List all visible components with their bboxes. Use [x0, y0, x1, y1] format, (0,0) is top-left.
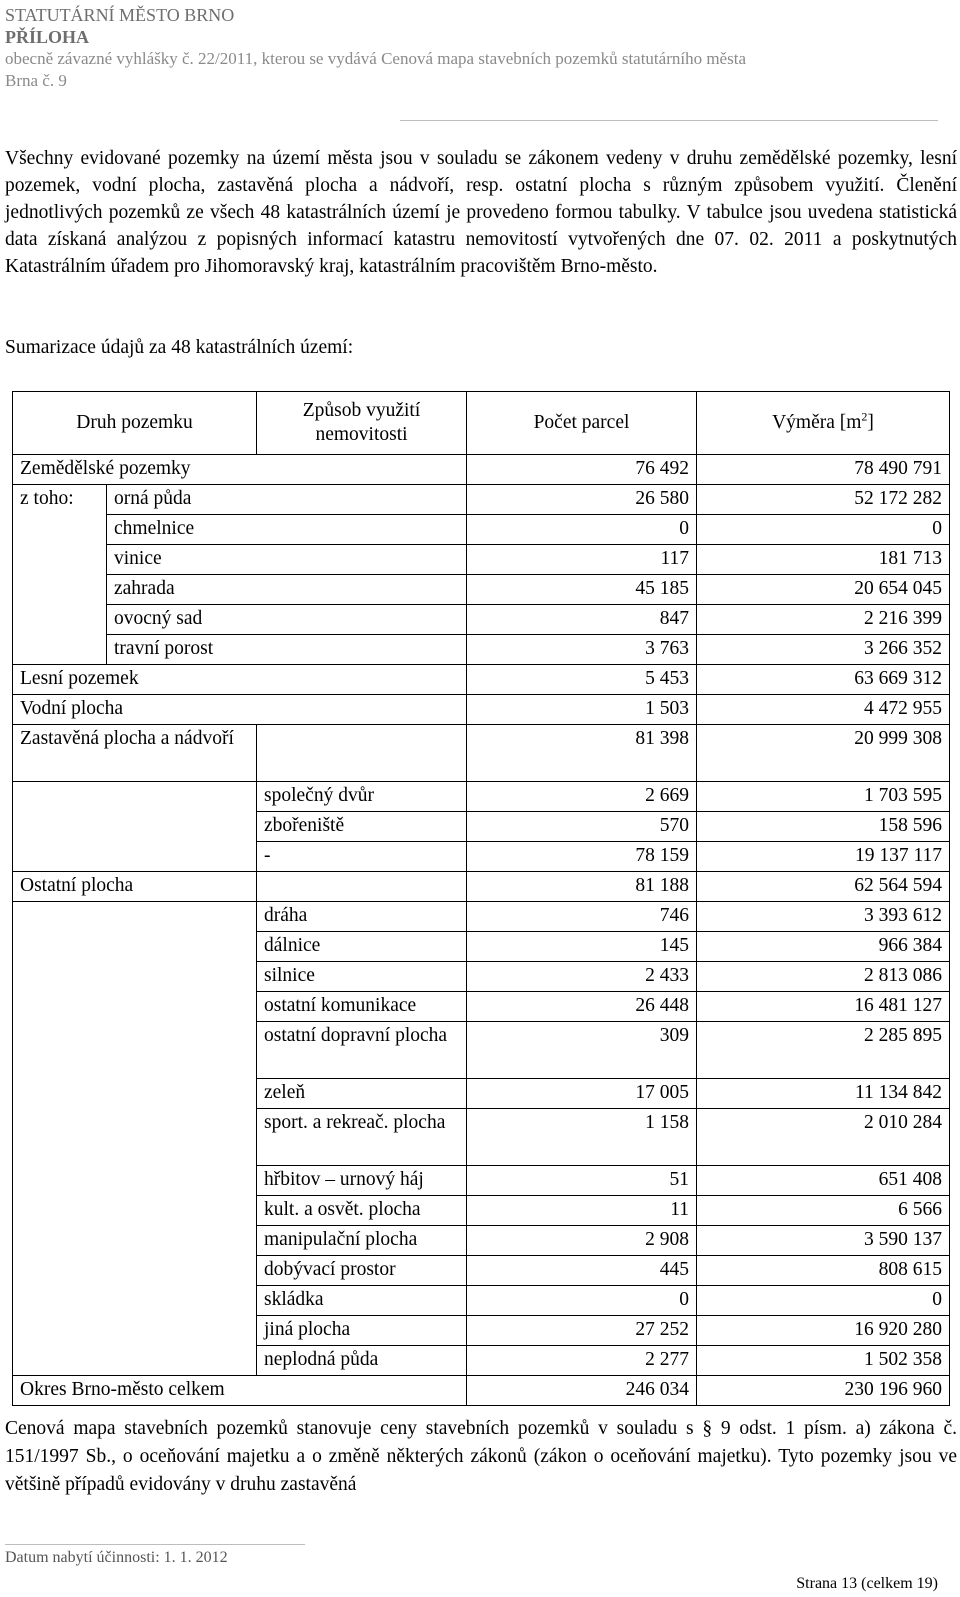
empty-cell	[13, 992, 257, 1022]
table-row	[13, 1316, 950, 1346]
table-row	[13, 1256, 950, 1286]
row-label: sport. a rekreač. plocha	[257, 1109, 467, 1166]
row-label: zeleň	[257, 1079, 467, 1109]
table-row	[13, 575, 950, 605]
row-pocet: 81 398	[467, 725, 697, 782]
footer-effective-date: Datum nabytí účinnosti: 1. 1. 2012	[5, 1549, 228, 1566]
row-label: dobývací prostor	[257, 1256, 467, 1286]
row-vymera: 20 654 045	[697, 575, 950, 605]
table-row	[13, 545, 950, 575]
row-label: ovocný sad	[107, 605, 467, 635]
row-pocet: 78 159	[467, 842, 697, 872]
row-pocet: 76 492	[467, 455, 697, 485]
row-label: Zastavěná plocha a nádvoří	[13, 725, 257, 782]
row-vymera: 19 137 117	[697, 842, 950, 872]
empty-cell	[13, 962, 257, 992]
table-row	[13, 872, 950, 902]
row-pocet: 51	[467, 1166, 697, 1196]
row-label: ostatní dopravní plocha	[257, 1022, 467, 1079]
row-vymera: 16 481 127	[697, 992, 950, 1022]
row-pocet: 0	[467, 1286, 697, 1316]
table-header-row	[13, 392, 950, 455]
row-pocet: 81 188	[467, 872, 697, 902]
table-row	[13, 485, 950, 515]
row-pocet: 570	[467, 812, 697, 842]
total-pocet: 246 034	[467, 1376, 697, 1406]
row-label: dálnice	[257, 932, 467, 962]
table-row	[13, 1109, 950, 1166]
row-vymera: 3 590 137	[697, 1226, 950, 1256]
total-vymera: 230 196 960	[697, 1376, 950, 1406]
table-row	[13, 842, 950, 872]
header-divider	[400, 120, 938, 121]
row-label: Lesní pozemek	[13, 665, 467, 695]
row-vymera: 2 285 895	[697, 1022, 950, 1079]
row-vymera: 11 134 842	[697, 1079, 950, 1109]
row-vymera: 63 669 312	[697, 665, 950, 695]
summary-label: Sumarizace údajů za 48 katastrálních území:	[5, 337, 354, 358]
row-pocet: 1 158	[467, 1109, 697, 1166]
header-zpusob: Způsob využití nemovitosti	[257, 392, 467, 455]
table-row	[13, 992, 950, 1022]
row-label: silnice	[257, 962, 467, 992]
table-row	[13, 1196, 950, 1226]
table-row	[13, 665, 950, 695]
row-vymera: 808 615	[697, 1256, 950, 1286]
table-row	[13, 605, 950, 635]
header-appendix: PŘÍLOHA	[5, 27, 90, 47]
row-vymera: 1 703 595	[697, 782, 950, 812]
table-row	[13, 1079, 950, 1109]
row-pocet: 1 503	[467, 695, 697, 725]
empty-cell	[13, 605, 107, 635]
row-vymera: 78 490 791	[697, 455, 950, 485]
table-row	[13, 932, 950, 962]
row-label: kult. a osvět. plocha	[257, 1196, 467, 1226]
row-pocet: 45 185	[467, 575, 697, 605]
row-label: Ostatní plocha	[13, 872, 257, 902]
row-label: skládka	[257, 1286, 467, 1316]
empty-cell	[13, 782, 257, 812]
table-row	[13, 635, 950, 665]
row-vymera: 52 172 282	[697, 485, 950, 515]
header-vymera	[697, 392, 950, 455]
table-total-row	[13, 1376, 950, 1406]
header-map-number: Brna č. 9	[5, 71, 67, 90]
table-row	[13, 1022, 950, 1079]
row-pocet: 746	[467, 902, 697, 932]
header-vymera-sup: 2	[861, 409, 868, 424]
empty-cell	[13, 1256, 257, 1286]
row-label: -	[257, 842, 467, 872]
row-label: orná půda	[107, 485, 467, 515]
row-vymera: 62 564 594	[697, 872, 950, 902]
row-vymera: 0	[697, 1286, 950, 1316]
row-pocet: 117	[467, 545, 697, 575]
row-pocet: 445	[467, 1256, 697, 1286]
row-vymera: 181 713	[697, 545, 950, 575]
row-label: ostatní komunikace	[257, 992, 467, 1022]
row-vymera: 2 216 399	[697, 605, 950, 635]
header-druh: Druh pozemku	[13, 392, 257, 455]
row-label: hřbitov – urnový háj	[257, 1166, 467, 1196]
intro-paragraph: Všechny evidované pozemky na území města jsou v souladu se zákonem vedeny v druhu zemědělské pozemky, lesní pozemek, vodní plocha, zastavěná plocha a nádvoří, resp. ostatní plocha s různým způsobem využití. Členění jednotlivých pozemků ze všech 48 katastrálních území je provedeno formou tabulky. V tabulce jsou uvedena statistická data získaná analýzou z popisných informací katastru nemovitostí vytvořených dne 07. 02. 2011 a poskytnutých Katastrálním úřadem pro Jihomoravský kraj, katastrálním pracovištěm Brno-město.	[5, 148, 957, 277]
empty-cell	[13, 1316, 257, 1346]
table-row	[13, 812, 950, 842]
row-vymera: 3 266 352	[697, 635, 950, 665]
row-label: zahrada	[107, 575, 467, 605]
header-city: STATUTÁRNÍ MĚSTO BRNO	[5, 5, 235, 25]
empty-cell	[257, 872, 467, 902]
empty-cell	[13, 1166, 257, 1196]
table-row	[13, 902, 950, 932]
header-vymera-close: ]	[867, 412, 874, 433]
row-label: jiná plocha	[257, 1316, 467, 1346]
empty-cell	[13, 812, 257, 842]
empty-cell	[257, 725, 467, 782]
footer-page-number: Strana 13 (celkem 19)	[796, 1575, 938, 1592]
table-row	[13, 515, 950, 545]
row-label: manipulační plocha	[257, 1226, 467, 1256]
empty-cell	[13, 1286, 257, 1316]
row-pocet: 5 453	[467, 665, 697, 695]
empty-cell	[13, 515, 107, 545]
document-header	[5, 4, 955, 92]
row-pocet: 2 277	[467, 1346, 697, 1376]
empty-cell	[13, 1346, 257, 1376]
row-vymera: 3 393 612	[697, 902, 950, 932]
row-label: zbořeniště	[257, 812, 467, 842]
table-row	[13, 962, 950, 992]
row-vymera: 158 596	[697, 812, 950, 842]
row-pocet: 2 908	[467, 1226, 697, 1256]
row-pocet: 847	[467, 605, 697, 635]
row-vymera: 6 566	[697, 1196, 950, 1226]
empty-cell	[13, 1196, 257, 1226]
empty-cell	[13, 575, 107, 605]
footer-divider	[5, 1544, 305, 1545]
table-row	[13, 1226, 950, 1256]
row-pocet: 26 580	[467, 485, 697, 515]
table-row	[13, 725, 950, 782]
row-label: vinice	[107, 545, 467, 575]
table-row	[13, 1286, 950, 1316]
header-pocet: Počet parcel	[467, 392, 697, 455]
row-vymera: 966 384	[697, 932, 950, 962]
row-vymera: 4 472 955	[697, 695, 950, 725]
row-pocet: 2 669	[467, 782, 697, 812]
row-vymera: 2 010 284	[697, 1109, 950, 1166]
empty-cell	[13, 1226, 257, 1256]
row-label: Vodní plocha	[13, 695, 467, 725]
empty-cell	[13, 902, 257, 932]
row-pocet: 0	[467, 515, 697, 545]
empty-cell	[13, 635, 107, 665]
table-row	[13, 1346, 950, 1376]
row-vymera: 651 408	[697, 1166, 950, 1196]
row-pocet: 26 448	[467, 992, 697, 1022]
table-row	[13, 455, 950, 485]
empty-cell	[13, 1079, 257, 1109]
table-row	[13, 1166, 950, 1196]
empty-cell	[13, 1109, 257, 1166]
empty-cell	[13, 1022, 257, 1079]
row-vymera: 2 813 086	[697, 962, 950, 992]
row-pocet: 17 005	[467, 1079, 697, 1109]
table-row	[13, 695, 950, 725]
row-vymera: 1 502 358	[697, 1346, 950, 1376]
empty-cell	[13, 545, 107, 575]
closing-paragraph: Cenová mapa stavebních pozemků stanovuje ceny stavebních pozemků v souladu s § 9 odst. 1 písm. a) zákona č. 151/1997 Sb., o oceňování majetku a o změně některých zákonů (zákon o oceňování majetku). Tyto pozemky jsou ve většině případů evidovány v druhu zastavěná	[5, 1418, 957, 1495]
header-vymera-text: Výměra [m	[772, 412, 862, 433]
row-vymera: 0	[697, 515, 950, 545]
row-pocet: 309	[467, 1022, 697, 1079]
z-toho-label: z toho:	[13, 485, 107, 515]
row-vymera: 16 920 280	[697, 1316, 950, 1346]
row-label: neplodná půda	[257, 1346, 467, 1376]
row-label: dráha	[257, 902, 467, 932]
row-pocet: 2 433	[467, 962, 697, 992]
row-pocet: 27 252	[467, 1316, 697, 1346]
header-regulation: obecně závazné vyhlášky č. 22/2011, kterou se vydává Cenová mapa stavebních pozemků statutárního města	[5, 49, 746, 68]
total-label: Okres Brno-město celkem	[13, 1376, 467, 1406]
row-pocet: 145	[467, 932, 697, 962]
row-pocet: 11	[467, 1196, 697, 1226]
land-summary-table	[12, 391, 950, 1406]
empty-cell	[13, 842, 257, 872]
row-vymera: 20 999 308	[697, 725, 950, 782]
row-pocet: 3 763	[467, 635, 697, 665]
table-row	[13, 782, 950, 812]
row-label: Zemědělské pozemky	[13, 455, 467, 485]
empty-cell	[13, 932, 257, 962]
row-label: travní porost	[107, 635, 467, 665]
row-label: společný dvůr	[257, 782, 467, 812]
row-label: chmelnice	[107, 515, 467, 545]
